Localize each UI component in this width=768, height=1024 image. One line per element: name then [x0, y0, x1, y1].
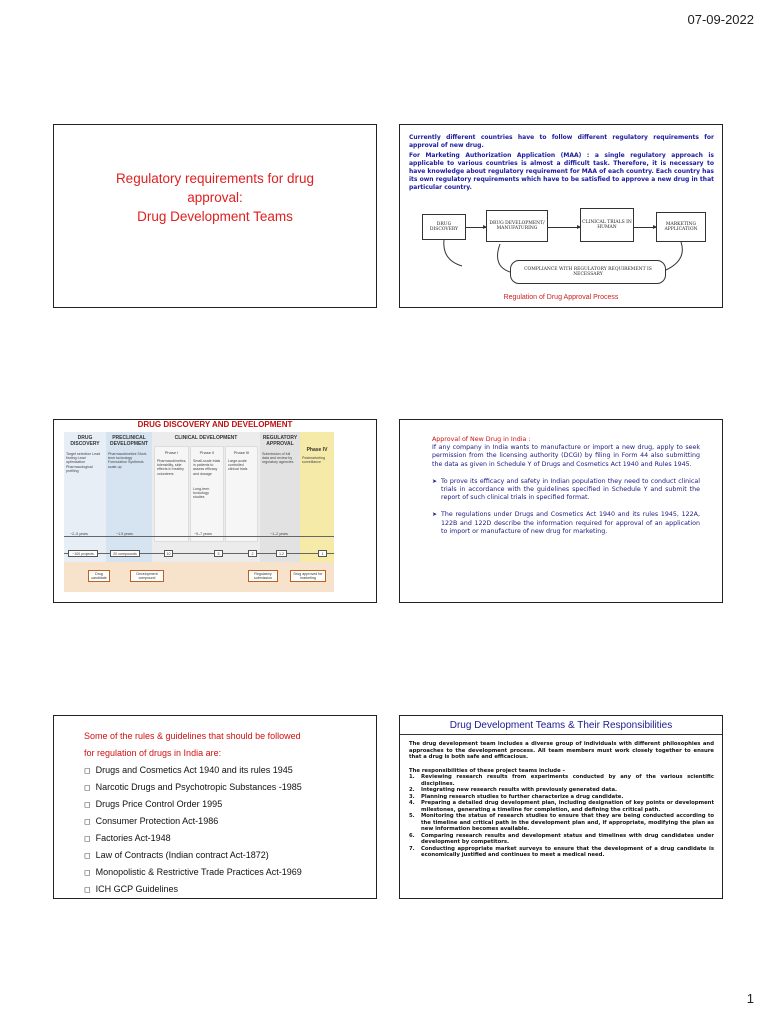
rule-item: ◻ Narcotic Drugs and Psychotropic Substances -1985 [84, 779, 360, 796]
slide-title-text [54, 169, 376, 226]
slide-team-responsibilities [399, 715, 723, 899]
flow-box-marketing: MARKETING APPLICATION [656, 212, 706, 242]
team-intro: The drug development team includes a diverse group of individuals with different philosophies and approaches to the development process. All team members must work closely together to ensure that a drug is both safe and efficacious. [409, 741, 714, 760]
rule-item: ◻ Drugs and Cosmetics Act 1940 and its rules 1945 [84, 762, 360, 779]
slide-heading: DRUG DISCOVERY AND DEVELOPMENT [137, 420, 293, 429]
responsibility-item: 2. Integrating new research results with previously generated data. [409, 787, 618, 793]
flow-box-compliance: COMPLIANCE WITH REGULATORY REQUIREMENT IS NECESSARY [510, 260, 666, 284]
slide-rules-guidelines [53, 715, 377, 899]
timeline-counts [64, 553, 334, 554]
stage-label: CLINICAL DEVELOPMENT [174, 435, 238, 441]
rule-item: ◻ Consumer Protection Act-1986 [84, 813, 360, 830]
responsibilities-list [409, 774, 714, 859]
flow-box-discovery: DRUG DISCOVERY [422, 214, 466, 240]
phase-text: Pharmacokinetics, tolerability, side effects in healthy volunteers [157, 459, 187, 476]
flow-box-development: DRUG DEVELOPMENT/ MANUFATURING [486, 210, 548, 242]
phase-label: Phase III [233, 450, 250, 455]
diagram-caption: Regulation of Drug Approval Process [503, 294, 619, 301]
responsibility-item: 1. Reviewing research results from experiments conducted by any of the various scientific disciplines. [409, 774, 714, 787]
phase-label: Phase II [199, 450, 215, 455]
phase-3-column [225, 446, 258, 542]
phase-text: Large-scale controlled clinical trials [228, 459, 248, 472]
count-box: 1 [318, 550, 327, 557]
slide-title [53, 124, 377, 308]
slide-discovery-development [53, 419, 377, 603]
stage-label: REGULATORY APPROVAL [262, 435, 298, 447]
slide-regulatory-process [399, 124, 723, 308]
stage-phase-4 [300, 432, 334, 572]
slide-approval-india [399, 419, 723, 603]
count-box: 10 [164, 550, 173, 557]
rules-intro-line-2: for regulation of drugs in India are: [84, 748, 222, 758]
responsibility-item: 3. Planning research studies to further characterize a drug candidate. [409, 793, 624, 800]
milestone-box: Drug approved for marketing [290, 570, 326, 582]
milestone-box: Regulatory submission [248, 570, 278, 582]
count-box: 20 compounds [110, 550, 140, 557]
stage-text: Pharmacokinetics Short-term toxicology Formulation Synthesis scale-up [108, 452, 148, 469]
count-box: 5 [214, 550, 223, 557]
handout-date: 07-09-2022 [687, 12, 754, 27]
rule-item: ◻ Law of Contracts (Indian contract Act-1872) [84, 847, 360, 864]
milestone-box: Development compound [130, 570, 164, 582]
rules-intro-line-1: Some of the rules & guidelines that should be followed [84, 731, 301, 741]
count-box: ~100 projects [68, 550, 98, 557]
maa-paragraph: For Marketing Authorization Application (MAA) : a single regulatory approach is applicable to various countries is almost a difficult task. Therefore, it is necessary to have knowledge about regulatory requirement for MAA of each country. Each country has its own regulatory requirements which have to be satisfied to approve a new drug in that particular country. [409, 152, 714, 191]
rule-item: ◻ Factories Act-1948 [84, 830, 360, 847]
rule-item: ◻ ICH GCP Guidelines [84, 881, 360, 898]
title-line-2: approval: [187, 190, 243, 205]
flow-box-clinical-trials: CLINICAL TRIALS IN HUMAN [580, 208, 634, 242]
milestone-box: Drug candidate [88, 570, 110, 582]
responsibilities-lead: The responsibilities of these project teams include – [409, 767, 566, 774]
phase-text: Small-scale trials in patients to assess efficacy and dosage [193, 459, 221, 476]
rule-item: ◻ Monopolistic & Restrictive Trade Practices Act-1969 [84, 864, 360, 881]
stage-label: PRECLINICAL DEVELOPMENT [109, 435, 149, 447]
time-label: ~5–7 years [194, 532, 212, 536]
slide-header: Drug Development Teams & Their Responsibilities [400, 716, 722, 735]
approval-flow-diagram [422, 204, 706, 298]
approval-heading: Approval of New Drug in India : [432, 436, 531, 443]
time-label: ~2–5 years [70, 532, 88, 536]
timeline-years [64, 536, 334, 537]
responsibility-item: 5. Monitoring the status of research studies to ensure that they are being conducted according to the timeline and critical path in the development plan and, if appropriate, modifying the plan as new information becomes available. [409, 813, 714, 832]
responsibility-item: 7. Conducting appropriate market surveys to ensure that the development of a drug candidate is economically justified and continues to meet a medical need. [409, 845, 714, 858]
intro-paragraph: Currently different countries have to follow different regulatory requirements for approval of new drug. [409, 134, 714, 149]
approval-bullet-1: ➤ To prove its efficacy and safety in Indian population they need to conduct clinical trials in accordance with the guidelines specified in Schedule Y and submit the report of such clinical trials in specified format. [432, 478, 700, 503]
approval-paragraph: If any company in India wants to manufacture or import a new drug, apply to seek permission from the licensing authority (DCGI) by filing in Form 44 also submitting the data as given in Schedule Y of Drugs and Cosmetics Act 1940 and Rules 1945. [432, 444, 700, 468]
responsibility-item: 6. Comparing research results and development status and timelines with drug candidates under development by competitors. [409, 832, 714, 845]
phase-2-column [190, 446, 224, 542]
stage-label: Phase IV [306, 447, 328, 453]
page-number: 1 [746, 991, 754, 1006]
stage-label: DRUG DISCOVERY [70, 435, 100, 447]
approval-content [432, 436, 700, 536]
stage-text: Target selection Lead finding Lead optimization Pharmacological profiling [66, 452, 101, 473]
phase-1-column [154, 446, 189, 542]
phase-text-2: Long-term toxicology studies [193, 487, 210, 500]
approval-bullet-2: ➤ The regulations under Drugs and Cosmetics Act 1940 and its rules 1945, 122A, 122B and 122D describe the information required for approval of an application to import or manufacture of new drug for marketing. [432, 511, 700, 536]
title-line-1: Regulatory requirements for drug [115, 171, 315, 186]
rules-content [84, 728, 360, 898]
stage-text: Postmarketing surveillance [302, 456, 325, 465]
flow-connectors [422, 204, 706, 298]
time-label: ~1.5 years [116, 532, 133, 536]
count-box: 2 [248, 550, 257, 557]
responsibilities-body [409, 741, 714, 859]
rule-item: ◻ Drugs Price Control Order 1995 [84, 796, 360, 813]
title-line-3: Drug Development Teams [137, 209, 293, 224]
development-pipeline-chart [64, 432, 359, 597]
time-label: ~1–2 years [270, 532, 288, 536]
count-box: 1.2 [276, 550, 287, 557]
responsibility-item: 4. Preparing a detailed drug development plan, including designation of key points or development milestones, generating a timeline for completion, and defining the critical path. [409, 800, 714, 813]
stage-text: Submission of full data and review by regulatory agencies [262, 452, 294, 465]
phase-label: Phase I [164, 450, 179, 455]
